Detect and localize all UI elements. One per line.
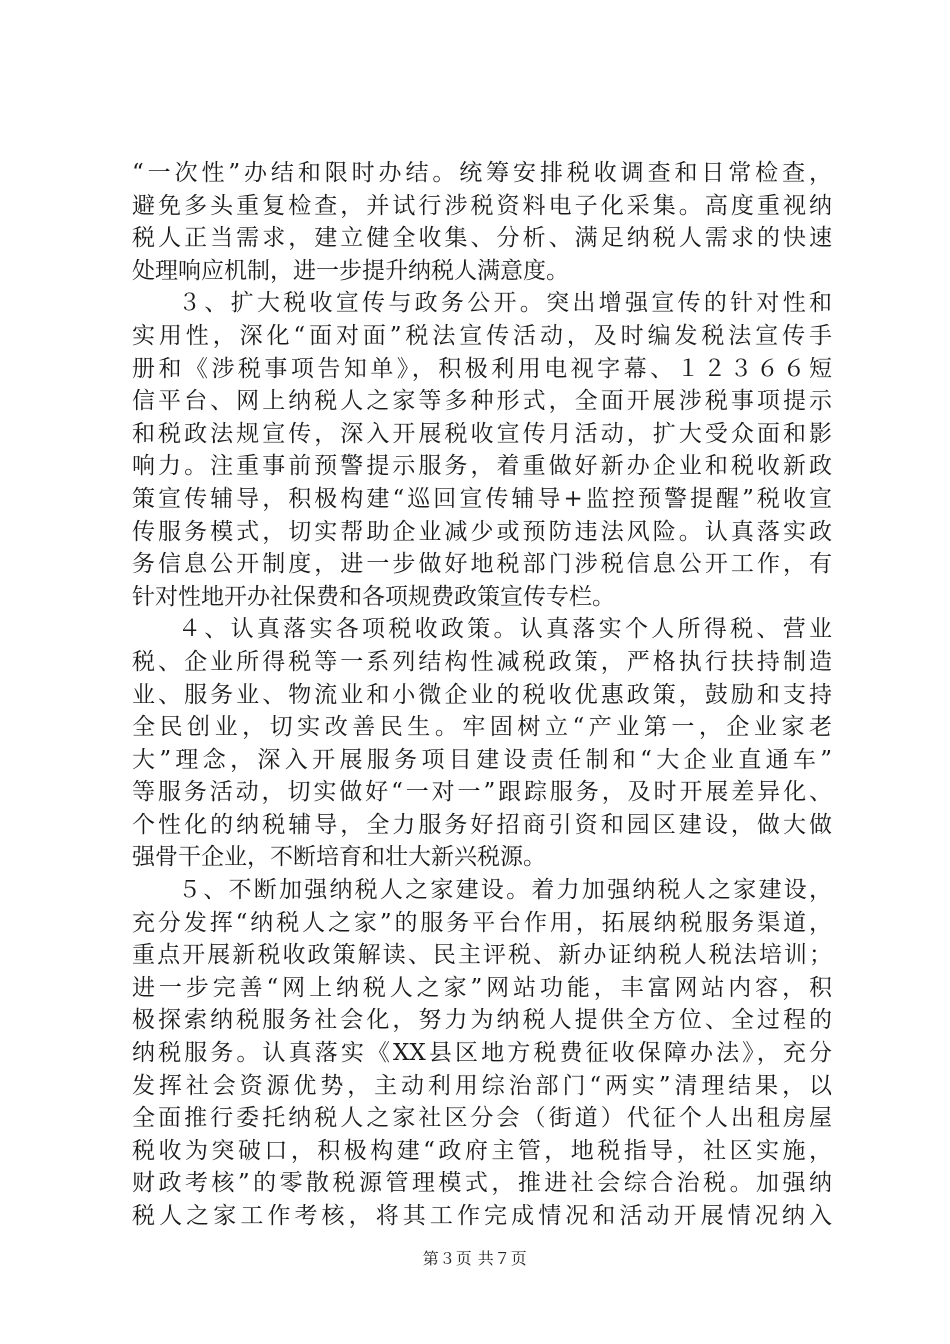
text-line: 充分发挥“纳税人之家”的服务平台作用，拓展纳税服务渠道， [132, 909, 832, 936]
text-line: 务信息公开制度，进一步做好地税部门涉税信息公开工作，有 [132, 551, 832, 578]
text-line: 个性化的纳税辅导，全力服务好招商引资和园区建设，做大做 [132, 811, 832, 838]
text-line: 等服务活动，切实做好“一对一”跟踪服务，及时开展差异化、 [132, 779, 832, 806]
text-line: 税、企业所得税等一系列结构性减税政策，严格执行扶持制造 [132, 648, 832, 675]
text-line: 极探索纳税服务社会化，努力为纳税人提供全方位、全过程的 [132, 1007, 832, 1034]
text-line: 实用性，深化“面对面”税法宣传活动，及时编发税法宣传手 [132, 322, 832, 349]
text-line: 税收为突破口，积极构建“政府主管，地税指导，社区实施， [132, 1137, 832, 1164]
text-line: 大”理念，深入开展服务项目建设责任制和“大企业直通车” [132, 746, 832, 773]
text-line: ３、扩大税收宣传与政务公开。突出增强宣传的针对性和 [178, 290, 832, 317]
text-line: 策宣传辅导，积极构建“巡回宣传辅导+监控预警提醒”税收宣 [132, 485, 832, 512]
document-body [132, 157, 832, 1233]
page-footer: 第３页 共７页 [422, 1249, 528, 1268]
text-line: 信平台、网上纳税人之家等多种形式，全面开展涉税事项提示 [132, 388, 832, 415]
text-line: 财政考核”的零散税源管理模式，推进社会综合治税。加强纳 [132, 1170, 832, 1197]
text-line: 和税政法规宣传，深入开展税收宣传月活动，扩大受众面和影 [132, 420, 832, 447]
text-line: 发挥社会资源优势，主动利用综治部门“两实”清理结果，以 [132, 1072, 832, 1099]
text-line: 响力。注重事前预警提示服务，着重做好新办企业和税收新政 [132, 453, 832, 480]
text-line: 业、服务业、物流业和小微企业的税收优惠政策，鼓励和支持 [132, 681, 832, 708]
text-line: 进一步完善“网上纳税人之家”网站功能，丰富网站内容，积 [132, 974, 832, 1001]
text-line: 纳税服务。认真落实《XX县区地方税费征收保障办法》，充分 [132, 1040, 832, 1067]
text-line: 册和《涉税事项告知单》，积极利用电视字幕、１２３６６短 [132, 355, 832, 382]
text-line: ４、认真落实各项税收政策。认真落实个人所得税、营业 [178, 616, 832, 643]
text-line: 处理响应机制，进一步提升纳税人满意度。 [132, 257, 569, 284]
text-line: 税人正当需求，建立健全收集、分析、满足纳税人需求的快速 [132, 225, 832, 252]
text-line: 针对性地开办社保费和各项规费政策宣传专栏。 [132, 583, 615, 610]
text-line: 避免多头重复检查，并试行涉税资料电子化采集。高度重视纳 [132, 192, 832, 219]
text-line: 重点开展新税收政策解读、民主评税、新办证纳税人税法培训； [132, 942, 832, 969]
text-line: 税人之家工作考核，将其工作完成情况和活动开展情况纳入 [132, 1203, 832, 1229]
text-line: 强骨干企业，不断培育和壮大新兴税源。 [132, 844, 546, 871]
text-line: 全民创业，切实改善民生。牢固树立“产业第一，企业家老 [132, 714, 832, 741]
text-line: 全面推行委托纳税人之家社区分会（街道）代征个人出租房屋 [132, 1105, 832, 1132]
text-line: ５、不断加强纳税人之家建设。着力加强纳税人之家建设， [178, 877, 832, 904]
text-line: “一次性”办结和限时办结。统筹安排税收调查和日常检查， [132, 160, 832, 186]
text-line: 传服务模式，切实帮助企业减少或预防违法风险。认真落实政 [132, 518, 832, 545]
